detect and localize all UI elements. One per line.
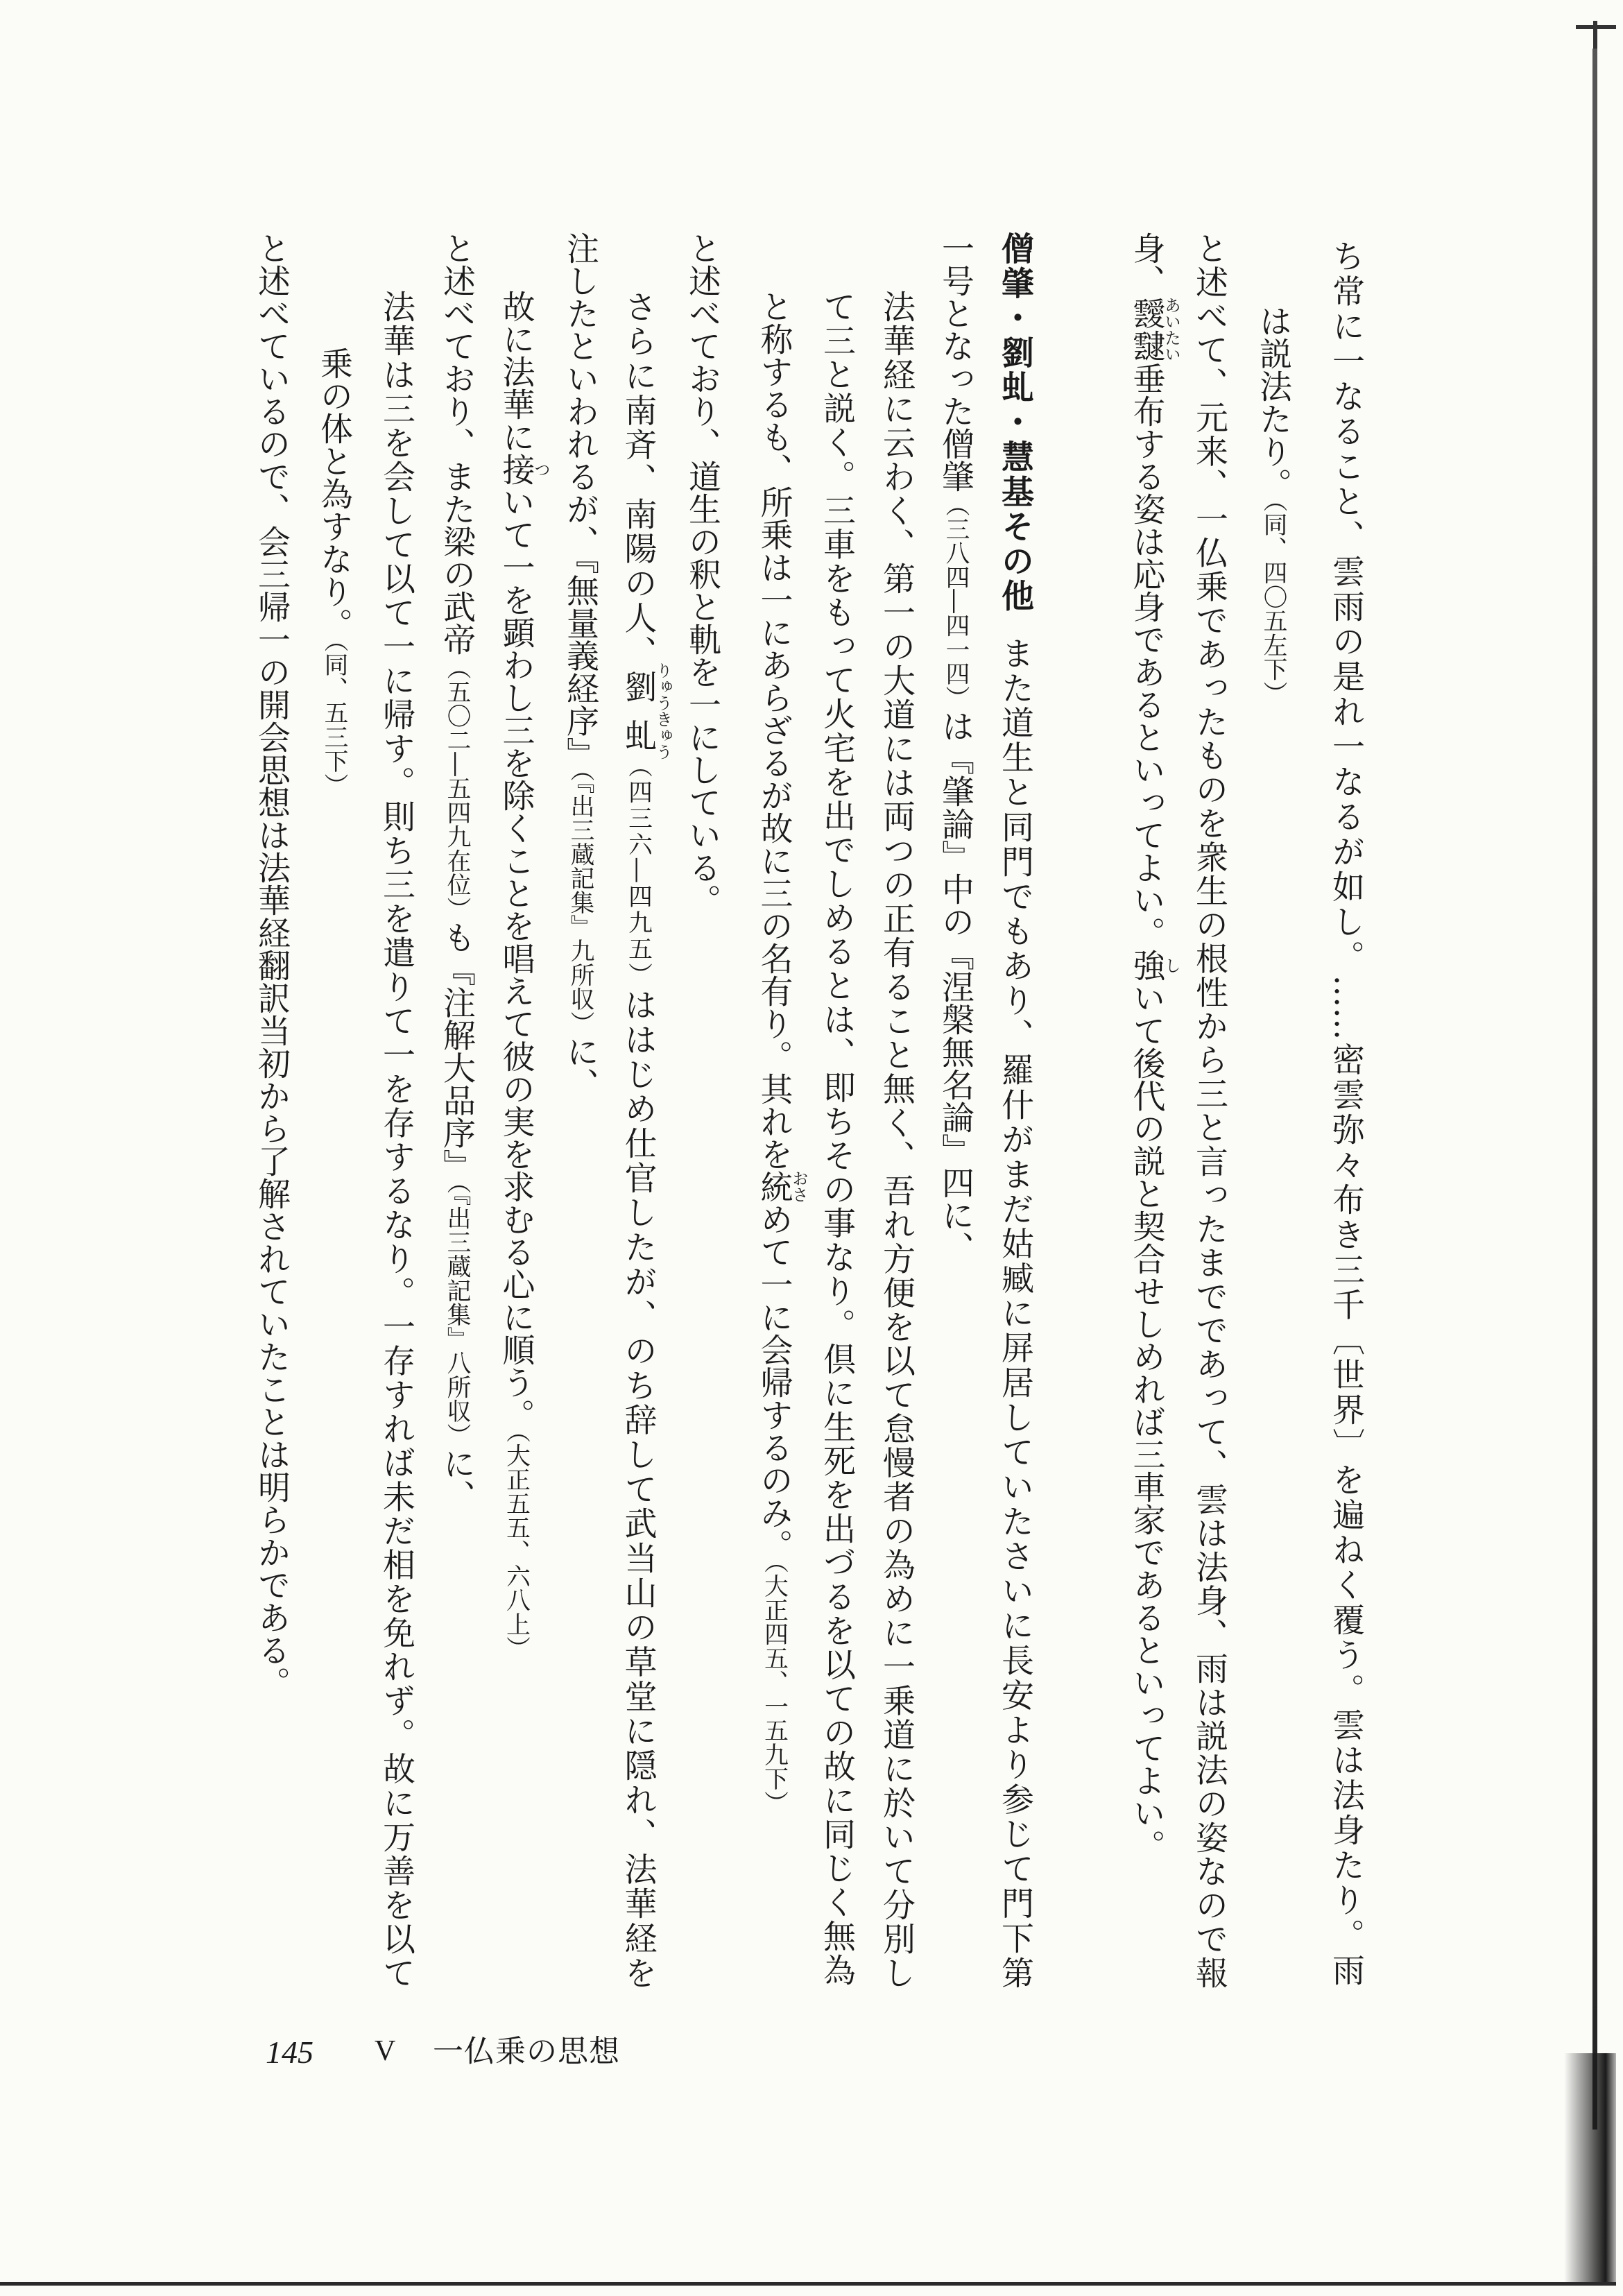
- ruby-text: し: [1162, 949, 1181, 982]
- column-text: は『肇論』中の『涅槃無名論』四に、: [936, 710, 974, 1265]
- text-column-8: [806, 290, 867, 1986]
- column-text: ははじめ仕官したが、のち辞して武当山の草堂に隠れ、法華経を: [619, 988, 658, 1989]
- ruby-annotation: [1127, 297, 1181, 362]
- ruby-base: 劉虬: [619, 662, 658, 760]
- ruby-text: りゅうきゅう: [653, 662, 673, 760]
- text-column-4: [1119, 232, 1180, 1862]
- text-column-16: [303, 347, 364, 797]
- text-column-11: [610, 290, 671, 1989]
- citation: （同、五三下）: [320, 640, 347, 798]
- running-title: 一仏乗の思想: [433, 2034, 620, 2068]
- citation: （三八四―四一四）: [941, 492, 969, 710]
- page-edge-line: [1592, 49, 1597, 2130]
- text-column-9: [746, 290, 807, 1815]
- citation: （『出三蔵記集』八所収）: [443, 1181, 470, 1448]
- column-text: と述べて、元来、一仏乗であったものを衆生の根性から三と言ったまでであって、雲は法身、雨は説法の姿なので報: [1190, 232, 1228, 1989]
- ruby-annotation: [497, 453, 551, 486]
- citation: （大正五五、六八上）: [501, 1431, 530, 1661]
- ruby-base: 強: [1127, 949, 1166, 982]
- text-column-5: [984, 232, 1045, 1989]
- text-column-1: [1315, 239, 1376, 1986]
- ruby-base: 接: [497, 453, 535, 486]
- column-text: と述べており、また梁の武帝: [438, 232, 476, 656]
- text-column-14: [426, 232, 487, 1512]
- ruby-annotation: [1127, 949, 1181, 982]
- quote-text: て三と説く。三車をもって火宅を出でしめるとは、即ちその事なり。倶に生死を出づるを以ての故に同じく無為: [818, 290, 856, 1986]
- quote-text: 法華経に云わく、第一の大道には両つの正有ること無く、吾れ方便を以て怠慢者の為めに一乗道に於いて分別し: [877, 290, 916, 1989]
- ruby-base: 靉靆: [1127, 297, 1166, 362]
- text-column-7: [866, 290, 927, 1989]
- column-text: ち常に一なること、雲雨の是れ一なるが如し。……密雲弥々布き三千〔世界〕を遍ねく覆う。雲は法身たり。雨: [1327, 239, 1365, 1986]
- column-text: は説法たり。: [1254, 305, 1292, 500]
- text-column-12: [549, 232, 610, 1100]
- citation: （五〇二―五四九在位）: [443, 656, 470, 921]
- column-text: に、: [561, 1035, 599, 1101]
- section-heading: 僧肇・劉虬・慧基その他: [996, 232, 1034, 614]
- ruby-annotation: [619, 662, 673, 760]
- part-number: V: [375, 2035, 396, 2067]
- text-column-2: [1242, 305, 1303, 705]
- citation: （大正四五、一五九下）: [759, 1561, 788, 1815]
- ruby-text: おさ: [789, 1170, 809, 1203]
- page-edge-shadow: [1564, 2053, 1616, 2286]
- column-text: 身、: [1127, 232, 1166, 297]
- column-text: と述べており、道生の釈と軌を一にしている。: [683, 232, 721, 916]
- column-text: と述べているので、会三帰一の開会思想は法華経翻訳当初から了解されていたことは明らかである。: [252, 232, 291, 1699]
- quote-text: 法華は三を会して以て一に帰す。則ち三を遣りて一を存するなり。一存すれば未だ相を免れず。故に万善を以て: [377, 290, 415, 1989]
- column-text: に、: [438, 1447, 476, 1513]
- column-text: さらに南斉、南陽の人、: [619, 290, 658, 671]
- scan-border-bottom: [0, 2282, 1616, 2286]
- ruby-text: つ: [531, 453, 551, 486]
- column-text: また道生と同門でもあり、羅什がまだ姑臧に屏居していたさいに長安より参じて門下第: [996, 636, 1034, 1989]
- text-column-15: [366, 290, 427, 1989]
- quote-text: 乗の体と為すなり。: [315, 347, 353, 640]
- citation: （四三六―四九五）: [624, 751, 652, 988]
- ruby-text: あいたい: [1162, 297, 1181, 362]
- quote-text: いて一を顕わし三を除くことを唱えて彼の実を求むる心に順う。: [497, 486, 535, 1431]
- citation: （『出三蔵記集』九所収）: [566, 769, 594, 1036]
- page-edge-tick: [1576, 25, 1616, 29]
- column-text: 一号となった僧肇: [936, 232, 974, 492]
- text-column-13: [488, 290, 549, 1660]
- citation: （同、四〇五左下）: [1259, 500, 1287, 705]
- text-column-10: [671, 232, 732, 916]
- text-column-17: [241, 232, 302, 1699]
- column-text: 垂布する姿は応身であるといってよい。: [1127, 362, 1166, 949]
- page-number: 145: [266, 2034, 314, 2070]
- text-column-6: [925, 232, 986, 1264]
- ruby-base: 統: [755, 1170, 793, 1203]
- column-text: いて後代の説と契合せしめれば三車家であるといってよい。: [1127, 982, 1166, 1862]
- text-column-3: [1178, 232, 1239, 1989]
- column-text: も『注解大品序』: [438, 920, 476, 1182]
- quote-text: 故に法華に: [497, 290, 535, 453]
- ruby-annotation: [755, 1170, 809, 1203]
- column-text: 注したといわれるが、『無量義経序』: [561, 232, 599, 770]
- quote-text: と称するも、所乗は一にあらざるが故に三の名有り。其れを: [755, 290, 793, 1170]
- quote-text: めて一に会帰するのみ。: [755, 1203, 793, 1561]
